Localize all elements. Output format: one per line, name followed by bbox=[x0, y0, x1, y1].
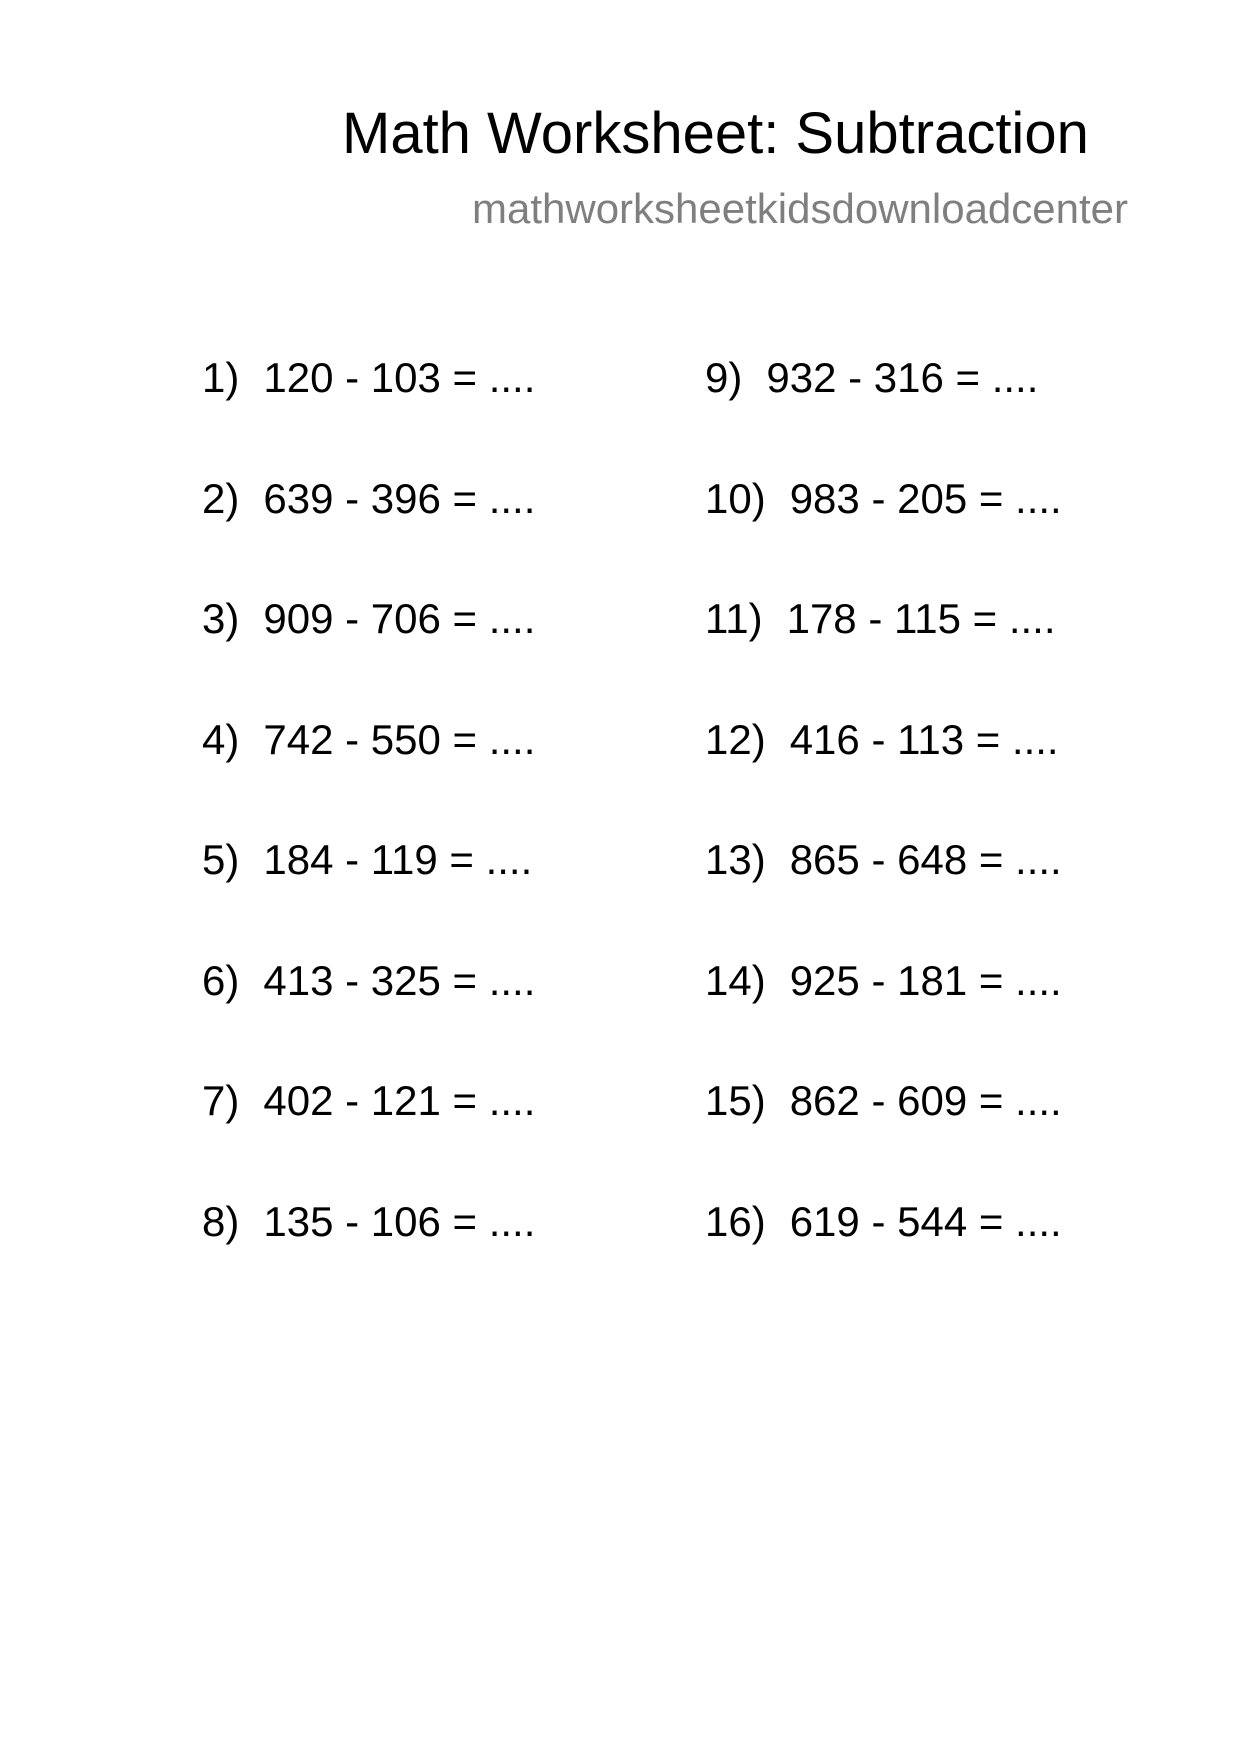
problem-expression: 184 - 119 = .... bbox=[263, 836, 533, 883]
problem-16 bbox=[705, 1196, 1125, 1317]
problem-4 bbox=[202, 714, 622, 835]
problem-number: 13) bbox=[705, 836, 766, 883]
problem-expression: 925 - 181 = .... bbox=[789, 956, 1062, 1004]
page-title: Math Worksheet: Subtraction bbox=[342, 101, 1089, 166]
problem-expression: 909 - 706 = .... bbox=[263, 595, 536, 642]
problem-number: 8) bbox=[202, 1197, 240, 1245]
problem-expression: 742 - 550 = .... bbox=[263, 715, 536, 763]
problem-expression: 865 - 648 = .... bbox=[789, 836, 1062, 883]
problem-9 bbox=[705, 352, 1125, 473]
problem-1 bbox=[202, 352, 622, 473]
problem-number: 7) bbox=[202, 1077, 240, 1124]
problem-number: 16) bbox=[705, 1197, 766, 1245]
problem-expression: 932 - 316 = .... bbox=[766, 354, 1039, 401]
problem-3 bbox=[202, 593, 622, 714]
problem-number: 4) bbox=[202, 715, 240, 763]
problem-expression: 983 - 205 = .... bbox=[789, 474, 1062, 522]
problem-number: 9) bbox=[705, 354, 743, 401]
problem-number: 3) bbox=[202, 595, 240, 642]
problem-6 bbox=[202, 955, 622, 1076]
problem-number: 15) bbox=[705, 1077, 766, 1124]
problem-number: 2) bbox=[202, 474, 240, 522]
page-subtitle: mathworksheetkidsdownloadcenter bbox=[472, 185, 1129, 232]
problem-column-left bbox=[202, 352, 622, 1316]
problem-15 bbox=[705, 1075, 1125, 1196]
problem-column-right bbox=[705, 352, 1125, 1316]
problem-expression: 619 - 544 = .... bbox=[789, 1197, 1062, 1245]
problem-expression: 178 - 115 = .... bbox=[786, 595, 1056, 642]
problem-14 bbox=[705, 955, 1125, 1076]
problem-number: 12) bbox=[705, 715, 766, 763]
problem-13 bbox=[705, 834, 1125, 955]
problem-number: 1) bbox=[202, 354, 240, 401]
problem-5 bbox=[202, 834, 622, 955]
problem-number: 5) bbox=[202, 836, 240, 883]
problem-number: 11) bbox=[705, 595, 763, 642]
problem-10 bbox=[705, 473, 1125, 594]
problem-expression: 120 - 103 = .... bbox=[263, 354, 536, 401]
problem-number: 10) bbox=[705, 474, 766, 522]
problem-7 bbox=[202, 1075, 622, 1196]
problem-number: 14) bbox=[705, 956, 766, 1004]
problem-expression: 402 - 121 = .... bbox=[263, 1077, 536, 1124]
problem-expression: 135 - 106 = .... bbox=[263, 1197, 536, 1245]
problem-expression: 639 - 396 = .... bbox=[263, 474, 536, 522]
problem-expression: 862 - 609 = .... bbox=[789, 1077, 1062, 1124]
problem-11 bbox=[705, 593, 1125, 714]
problem-2 bbox=[202, 473, 622, 594]
problem-number: 6) bbox=[202, 956, 240, 1004]
problem-expression: 416 - 113 = .... bbox=[789, 715, 1059, 763]
problem-12 bbox=[705, 714, 1125, 835]
problem-8 bbox=[202, 1196, 622, 1317]
problem-expression: 413 - 325 = .... bbox=[263, 956, 536, 1004]
